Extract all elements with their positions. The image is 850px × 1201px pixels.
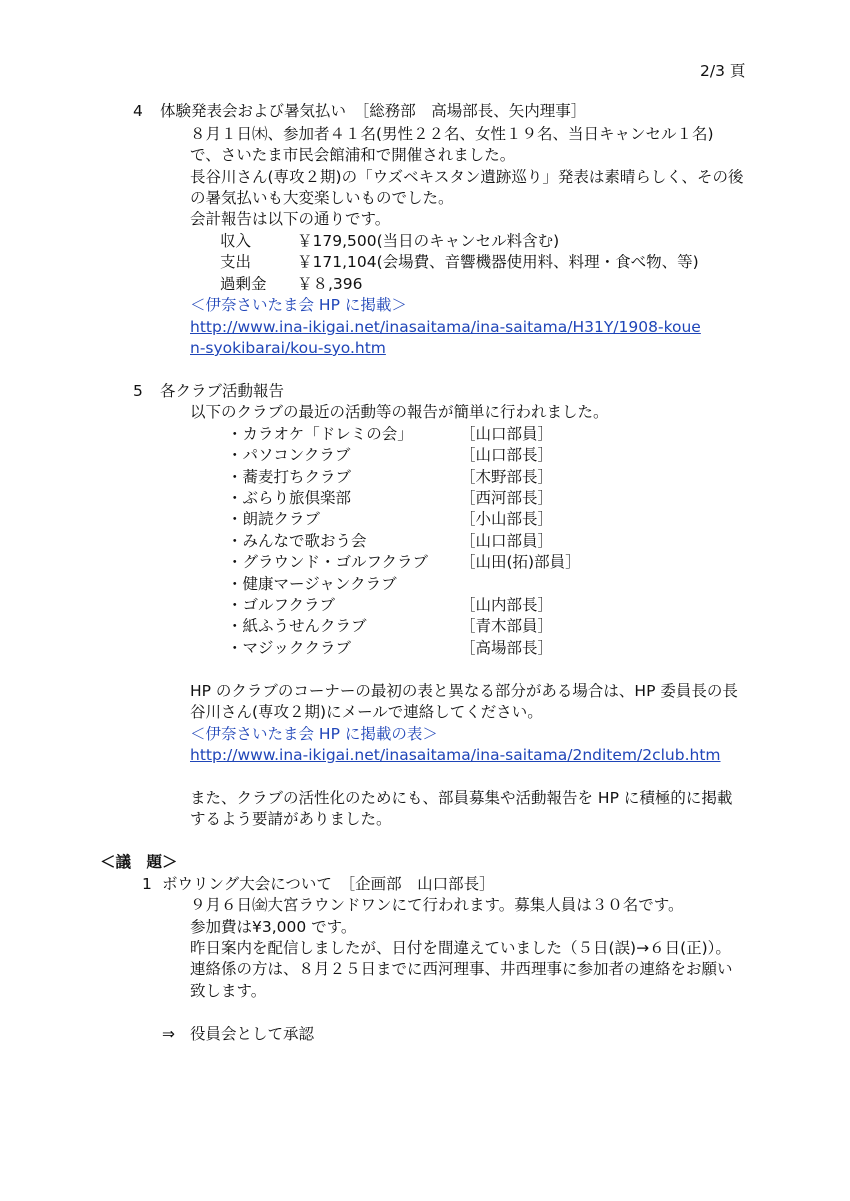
club-name: ・紙ふうせんクラブ [227, 617, 367, 635]
page-number: 2/3 頁 [700, 62, 746, 80]
section4-link-url-1[interactable]: http://www.ina-ikigai.net/inasaitama/ina-saitama/H31Y/1908-koue [190, 318, 701, 336]
club-name: ・朗読クラブ [227, 510, 321, 528]
club-reporter: ［青木部員］ [460, 617, 554, 635]
club-name: ・グラウンド・ゴルフクラブ [227, 553, 429, 571]
section5-closing-line-1: また、クラブの活性化のためにも、部員募集や活動報告を HP に積極的に掲載 [190, 789, 733, 807]
agenda-item1-conclusion: 役員会として承認 [190, 1025, 315, 1043]
account-surplus-label: 過剰金 [220, 275, 267, 293]
section5-note-line-2: 谷川さん(専攻２期)にメールで連絡してください。 [190, 703, 543, 721]
section5-link-url[interactable]: http://www.ina-ikigai.net/inasaitama/ina-saitama/2nditem/2club.htm [190, 746, 721, 764]
club-reporter: ［山田(拓)部員］ [460, 553, 581, 571]
section4-line-3: 長谷川さん(専攻２期)の「ウズベキスタン遺跡巡り」発表は素晴らしく、その後 [190, 168, 744, 186]
section5-closing-line-2: するよう要請がありました。 [190, 810, 392, 828]
section4-line-5: 会計報告は以下の通りです。 [190, 210, 391, 228]
account-expense-label: 支出 [220, 253, 252, 271]
account-surplus-value: ￥８,396 [297, 275, 363, 293]
account-expense-value: ￥171,104(会場費、音響機器使用料、料理・食べ物、等) [297, 253, 699, 271]
club-name: ・ゴルフクラブ [227, 596, 336, 614]
club-reporter: ［小山部長］ [460, 510, 554, 528]
agenda-item1-line-1: ９月６日㈮大宮ラウンドワンにて行われます。募集人員は３０名です。 [190, 896, 684, 914]
club-reporter: ［山口部長］ [460, 446, 554, 464]
agenda-item1-line-3: 昨日案内を配信しましたが、日付を間違えていました（５日(誤)→６日(正)）。 [190, 939, 731, 957]
club-name: ・蕎麦打ちクラブ [227, 468, 352, 486]
section4-line-4: の暑気払いも大変楽しいものでした。 [190, 189, 454, 207]
club-reporter: ［高場部長］ [460, 639, 554, 657]
club-reporter: ［木野部長］ [460, 468, 554, 486]
section4-line-1: ８月１日㈭、参加者４１名(男性２２名、女性１９名、当日キャンセル１名) [190, 125, 714, 143]
agenda-item1-title: ボウリング大会について ［企画部 山口部長］ [162, 875, 495, 893]
section4-link-url-2[interactable]: n-syokibarai/kou-syo.htm [190, 339, 386, 357]
club-reporter: ［山内部長］ [460, 596, 554, 614]
section5-link-label: ＜伊奈さいたま会 HP に掲載の表＞ [190, 725, 438, 743]
club-reporter: ［山口部員］ [460, 532, 554, 550]
account-income-value: ￥179,500(当日のキャンセル料含む) [297, 232, 560, 250]
section4-link-label: ＜伊奈さいたま会 HP に掲載＞ [190, 296, 407, 314]
club-reporter: ［山口部員］ [460, 425, 554, 443]
section5-intro: 以下のクラブの最近の活動等の報告が簡単に行われました。 [190, 403, 609, 421]
agenda-item1-line-5: 致します。 [190, 982, 267, 1000]
conclusion-arrow-icon: ⇒ [162, 1025, 175, 1043]
section4-number: 4 [133, 102, 143, 120]
agenda-heading: ＜議 題＞ [100, 853, 178, 871]
section4-line-2: で、さいたま市民会館浦和で開催されました。 [190, 146, 516, 164]
agenda-item1-line-4: 連絡係の方は、８月２５日までに西河理事、井西理事に参加者の連絡をお願い [190, 960, 733, 978]
account-income-label: 収入 [220, 232, 252, 250]
agenda-item1-line-2: 参加費は¥3,000 です。 [190, 918, 357, 936]
section5-note-line-1: HP のクラブのコーナーの最初の表と異なる部分がある場合は、HP 委員長の長 [190, 682, 738, 700]
club-reporter: ［西河部長］ [460, 489, 554, 507]
section5-title: 各クラブ活動報告 [160, 382, 285, 400]
club-name: ・パソコンクラブ [227, 446, 351, 464]
section4-title: 体験発表会および暑気払い ［総務部 高場部長、矢内理事］ [160, 102, 587, 120]
section5-number: 5 [133, 382, 143, 400]
club-name: ・マジッククラブ [227, 639, 352, 657]
agenda-item1-number: 1 [142, 875, 152, 893]
club-name: ・健康マージャンクラブ [227, 575, 397, 593]
club-name: ・ぶらり旅倶楽部 [227, 489, 352, 507]
club-name: ・カラオケ「ドレミの会」 [227, 425, 413, 443]
club-name: ・みんなで歌おう会 [227, 532, 367, 550]
